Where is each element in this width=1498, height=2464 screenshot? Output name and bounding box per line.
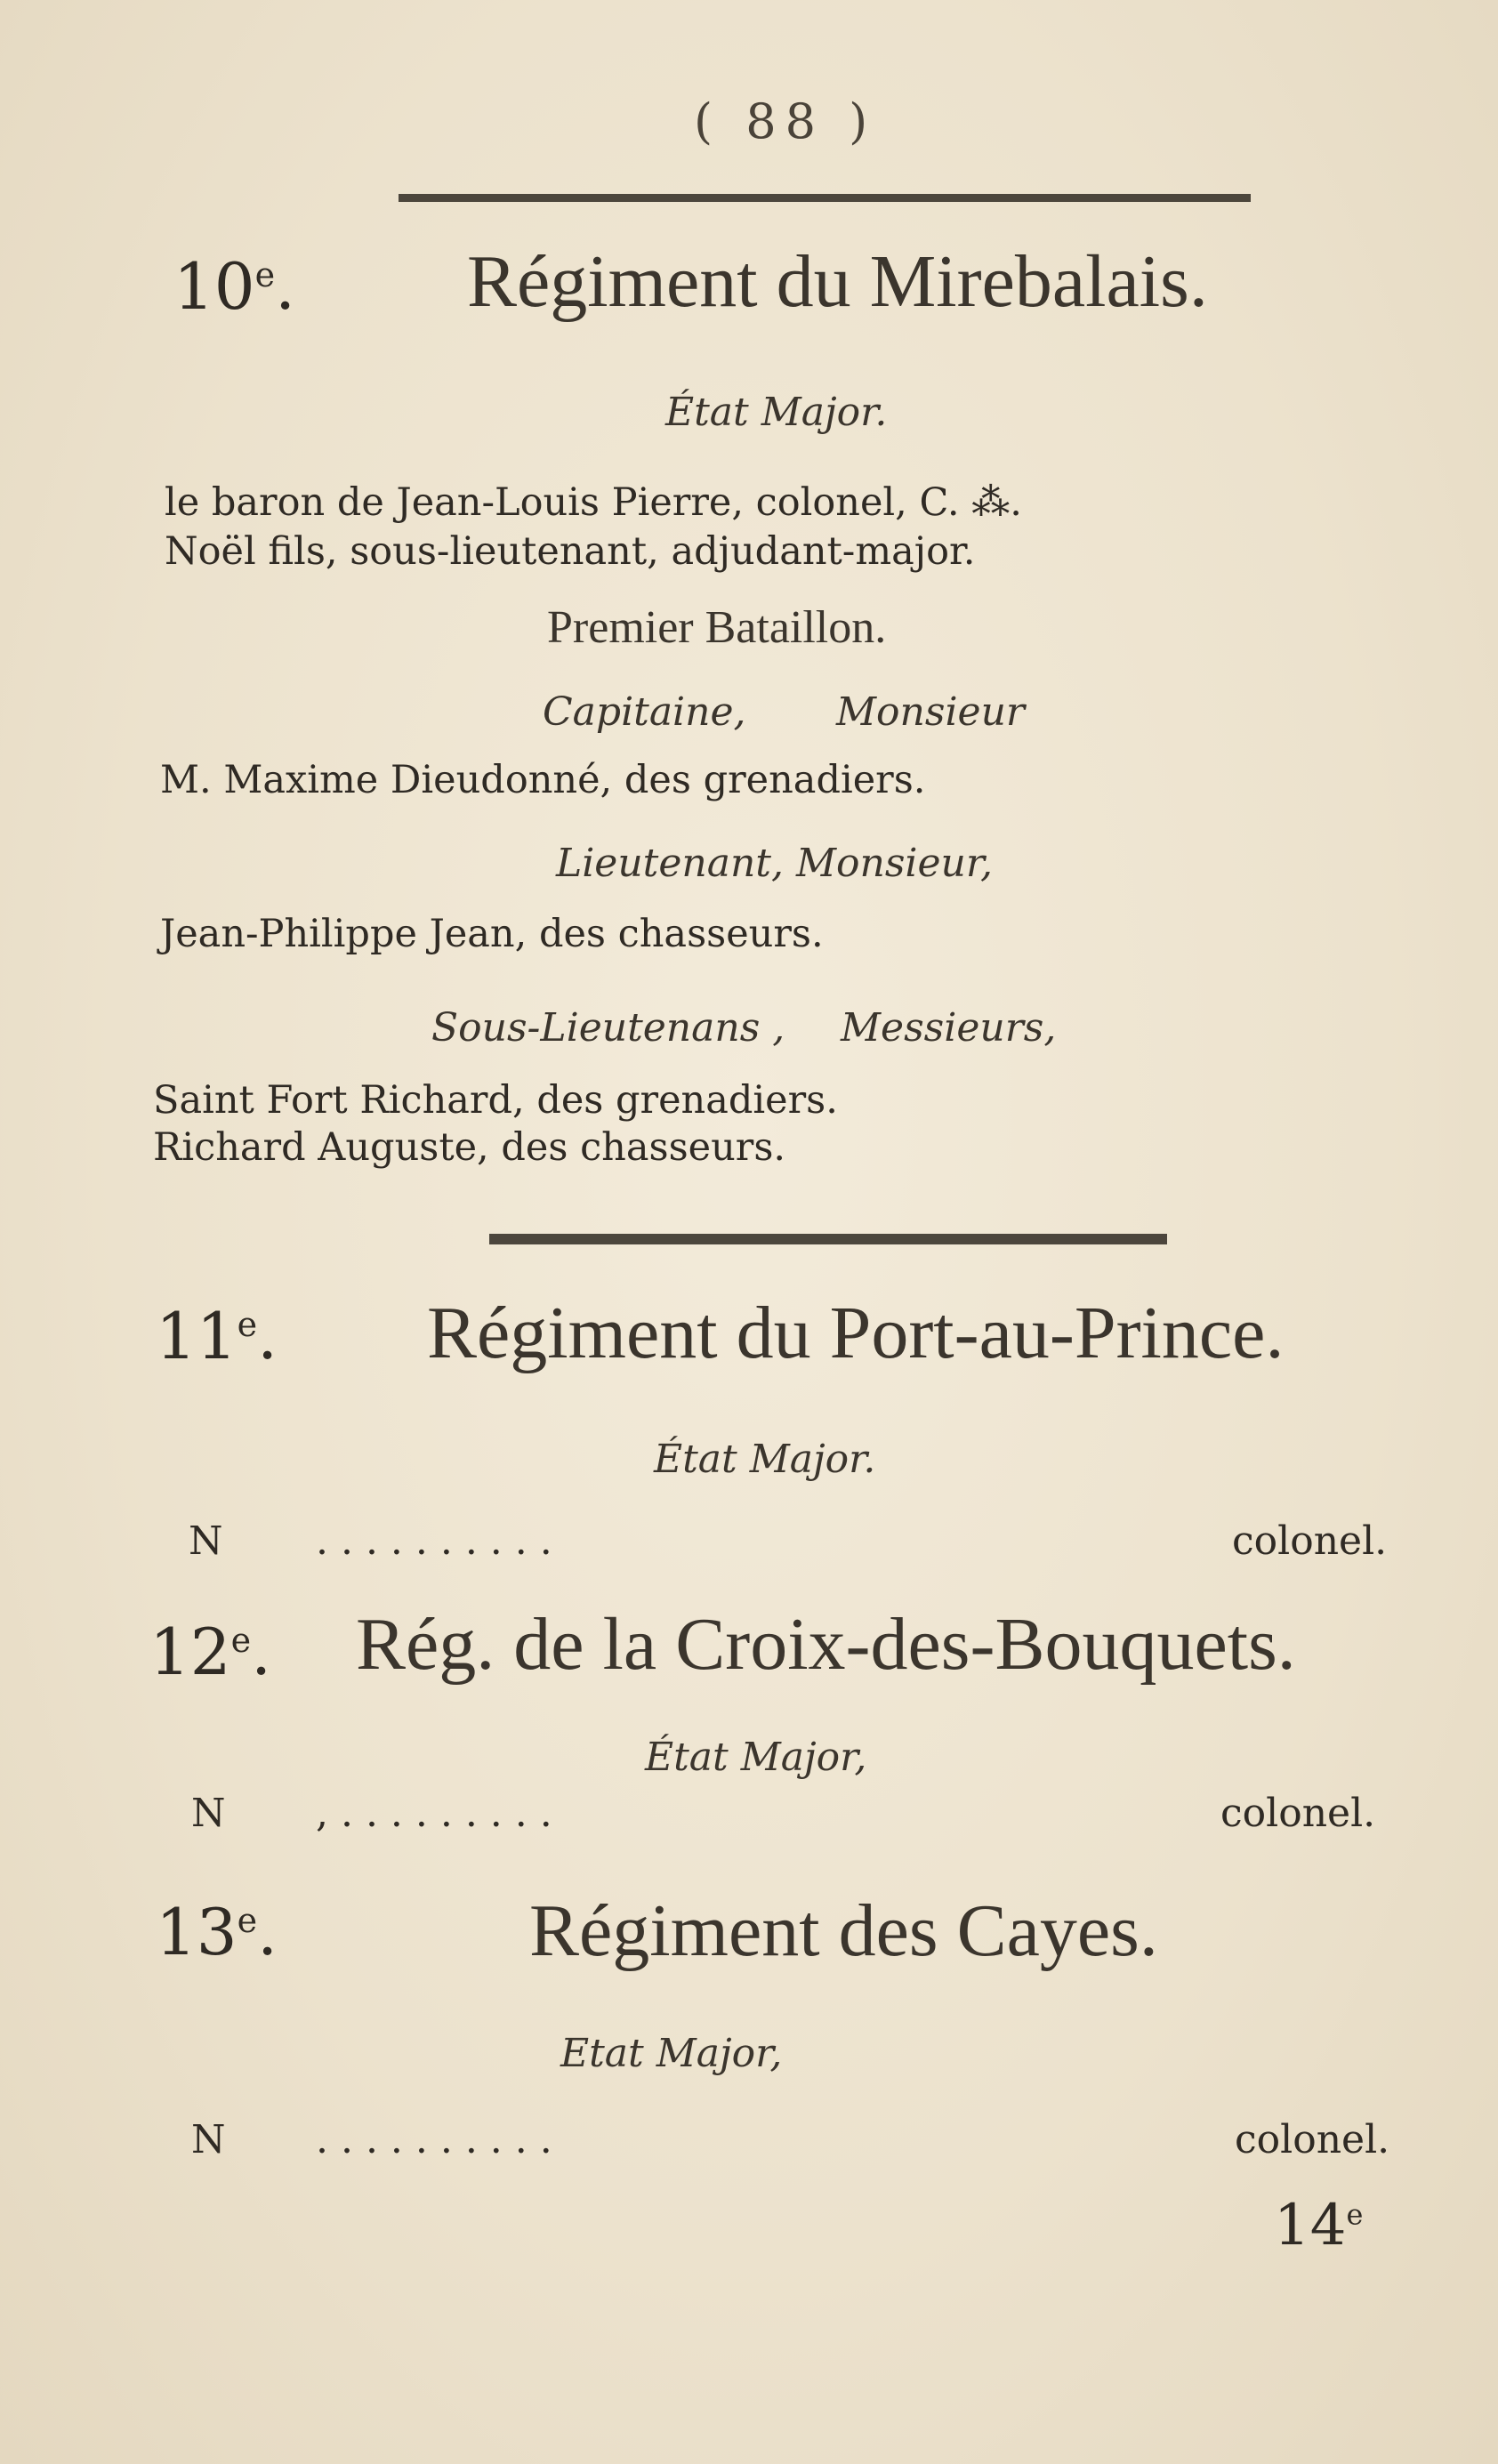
- section-10-number: 10e.: [173, 249, 296, 324]
- section-10-captain-line: M. Maxime Dieudonné, des grenadiers.: [160, 758, 926, 802]
- section-12-entry-dots: , . . . . . . . . .: [316, 1791, 552, 1836]
- section-13-entry-initial: N: [191, 2117, 226, 2162]
- page-number: ( 88 ): [694, 93, 877, 149]
- section-11-entry-dots: . . . . . . . . . .: [316, 1518, 552, 1564]
- section-13-number: 13e.: [156, 1895, 278, 1969]
- section-12-entry-initial: N: [191, 1791, 226, 1836]
- section-11-number: 11e.: [156, 1299, 278, 1373]
- section-13-entry-role: colonel.: [1235, 2117, 1390, 2162]
- section-12-entry-role: colonel.: [1220, 1791, 1376, 1836]
- section-divider-rule: [489, 1234, 1167, 1244]
- section-10-captain-heading-left: Capitaine,: [543, 689, 746, 735]
- section-10-sublieutenant-heading-left: Sous-Lieutenans ,: [431, 1005, 785, 1051]
- section-13-entry-dots: . . . . . . . . . .: [316, 2117, 552, 2162]
- section-10-staff-line-2: Noël fils, sous-lieutenant, adjudant-major.: [165, 529, 976, 574]
- section-10-staff-line-1: le baron de Jean-Louis Pierre, colonel, C. ⁂.: [165, 480, 1022, 525]
- section-10-lieutenant-line: Jean-Philippe Jean, des chasseurs.: [160, 912, 824, 956]
- catchword: 14e: [1274, 2193, 1364, 2259]
- section-11-title: Régiment du Port-au-Prince.: [427, 1292, 1285, 1374]
- header-rule: [399, 194, 1251, 202]
- section-11-entry-role: colonel.: [1232, 1518, 1388, 1564]
- section-12-number: 12e.: [149, 1614, 272, 1689]
- section-12-staff-heading: État Major,: [645, 1735, 867, 1780]
- section-10-captain-heading-right: Monsieur: [836, 689, 1025, 735]
- section-10-staff-heading: État Major.: [665, 390, 888, 435]
- section-10-sublieutenant-line-1: Saint Fort Richard, des grenadiers.: [153, 1078, 838, 1123]
- section-12-title: Rég. de la Croix-des-Bouquets.: [356, 1603, 1296, 1686]
- section-10-lieutenant-heading: Lieutenant, Monsieur,: [556, 841, 994, 886]
- section-10-sublieutenant-heading-right: Messieurs,: [841, 1005, 1057, 1051]
- section-11-staff-heading: État Major.: [654, 1437, 876, 1482]
- section-13-staff-heading: Etat Major,: [560, 2031, 783, 2076]
- section-11-entry-initial: N: [189, 1518, 223, 1564]
- section-10-title: Régiment du Mirebalais.: [467, 240, 1208, 323]
- section-10-sublieutenant-line-2: Richard Auguste, des chasseurs.: [153, 1125, 786, 1170]
- section-10-battalion-heading: Premier Bataillon.: [547, 602, 887, 653]
- section-13-title: Régiment des Cayes.: [529, 1889, 1158, 1972]
